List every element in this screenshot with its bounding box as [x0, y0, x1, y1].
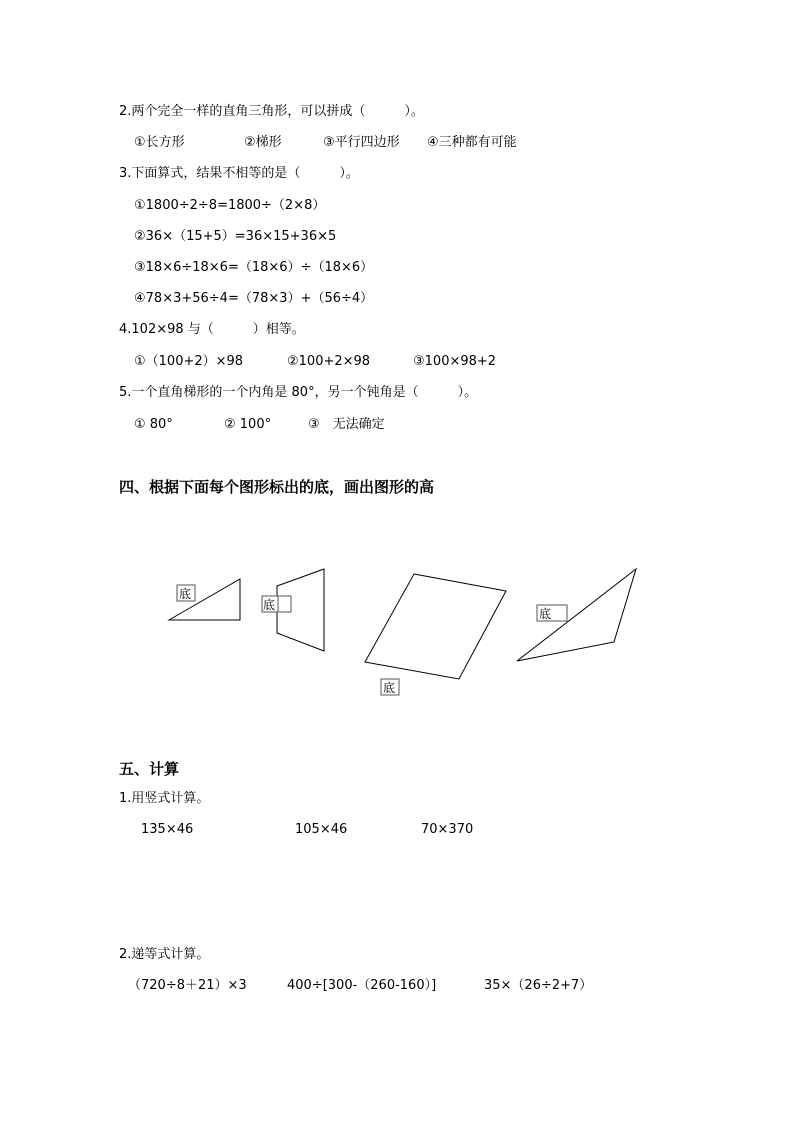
q4-option-2: ②100+2×98: [287, 354, 371, 369]
base-label-3: 底: [383, 681, 396, 695]
base-label-1: 底: [179, 587, 192, 601]
q3-option-2: ②36×（15+5）=36×15+36×5: [134, 229, 337, 244]
q2-option-4: ④三种都有可能: [427, 135, 517, 150]
q2-option-1: ①长方形: [134, 135, 185, 150]
q2-option-2: ②梯形: [244, 135, 282, 150]
vertical-calc-3: 70×370: [421, 822, 474, 837]
question-2: 2.两个完全一样的直角三角形，可以拼成（ ）。: [119, 104, 424, 119]
question-5: 5.一个直角梯形的一个内角是 80°，另一个钝角是（ ）。: [119, 385, 478, 400]
calc-q1-title: 1.用竖式计算。: [119, 791, 210, 806]
parallelogram-shape: [365, 574, 506, 679]
q5-option-3: ③ 无法确定: [308, 417, 385, 432]
base-label-2: 底: [263, 598, 276, 612]
q4-option-1: ①（100+2）×98: [134, 354, 244, 369]
calc-q2-title: 2.递等式计算。: [119, 947, 210, 962]
question-4: 4.102×98 与（ ）相等。: [119, 322, 305, 337]
vertical-calc-2: 105×46: [295, 822, 348, 837]
vertical-calc-1: 135×46: [141, 822, 194, 837]
section-4-heading: 四、根据下面每个图形标出的底，画出图形的高: [119, 478, 435, 496]
q3-option-4: ④78×3+56÷4=（78×3）+（56÷4）: [134, 291, 374, 306]
question-3: 3.下面算式，结果不相等的是（ ）。: [119, 166, 359, 181]
q3-option-1: ①1800÷2÷8=1800÷（2×8）: [134, 198, 326, 213]
stepwise-calc-3: 35×（26÷2+7）: [484, 978, 593, 993]
stepwise-calc-2: 400÷[300-（260-160）]: [287, 978, 437, 993]
q2-option-3: ③平行四边形: [323, 135, 400, 150]
section-5-heading: 五、计算: [119, 760, 180, 778]
q4-option-3: ③100×98+2: [413, 354, 497, 369]
obtuse-triangle-shape: [517, 569, 636, 661]
base-label-4: 底: [539, 607, 552, 621]
q5-option-1: ① 80°: [134, 417, 173, 432]
q5-option-2: ② 100°: [224, 417, 272, 432]
stepwise-calc-1: （720÷8＋21）×3: [128, 978, 247, 993]
q3-option-3: ③18×6÷18×6=（18×6）÷（18×6）: [134, 260, 374, 275]
